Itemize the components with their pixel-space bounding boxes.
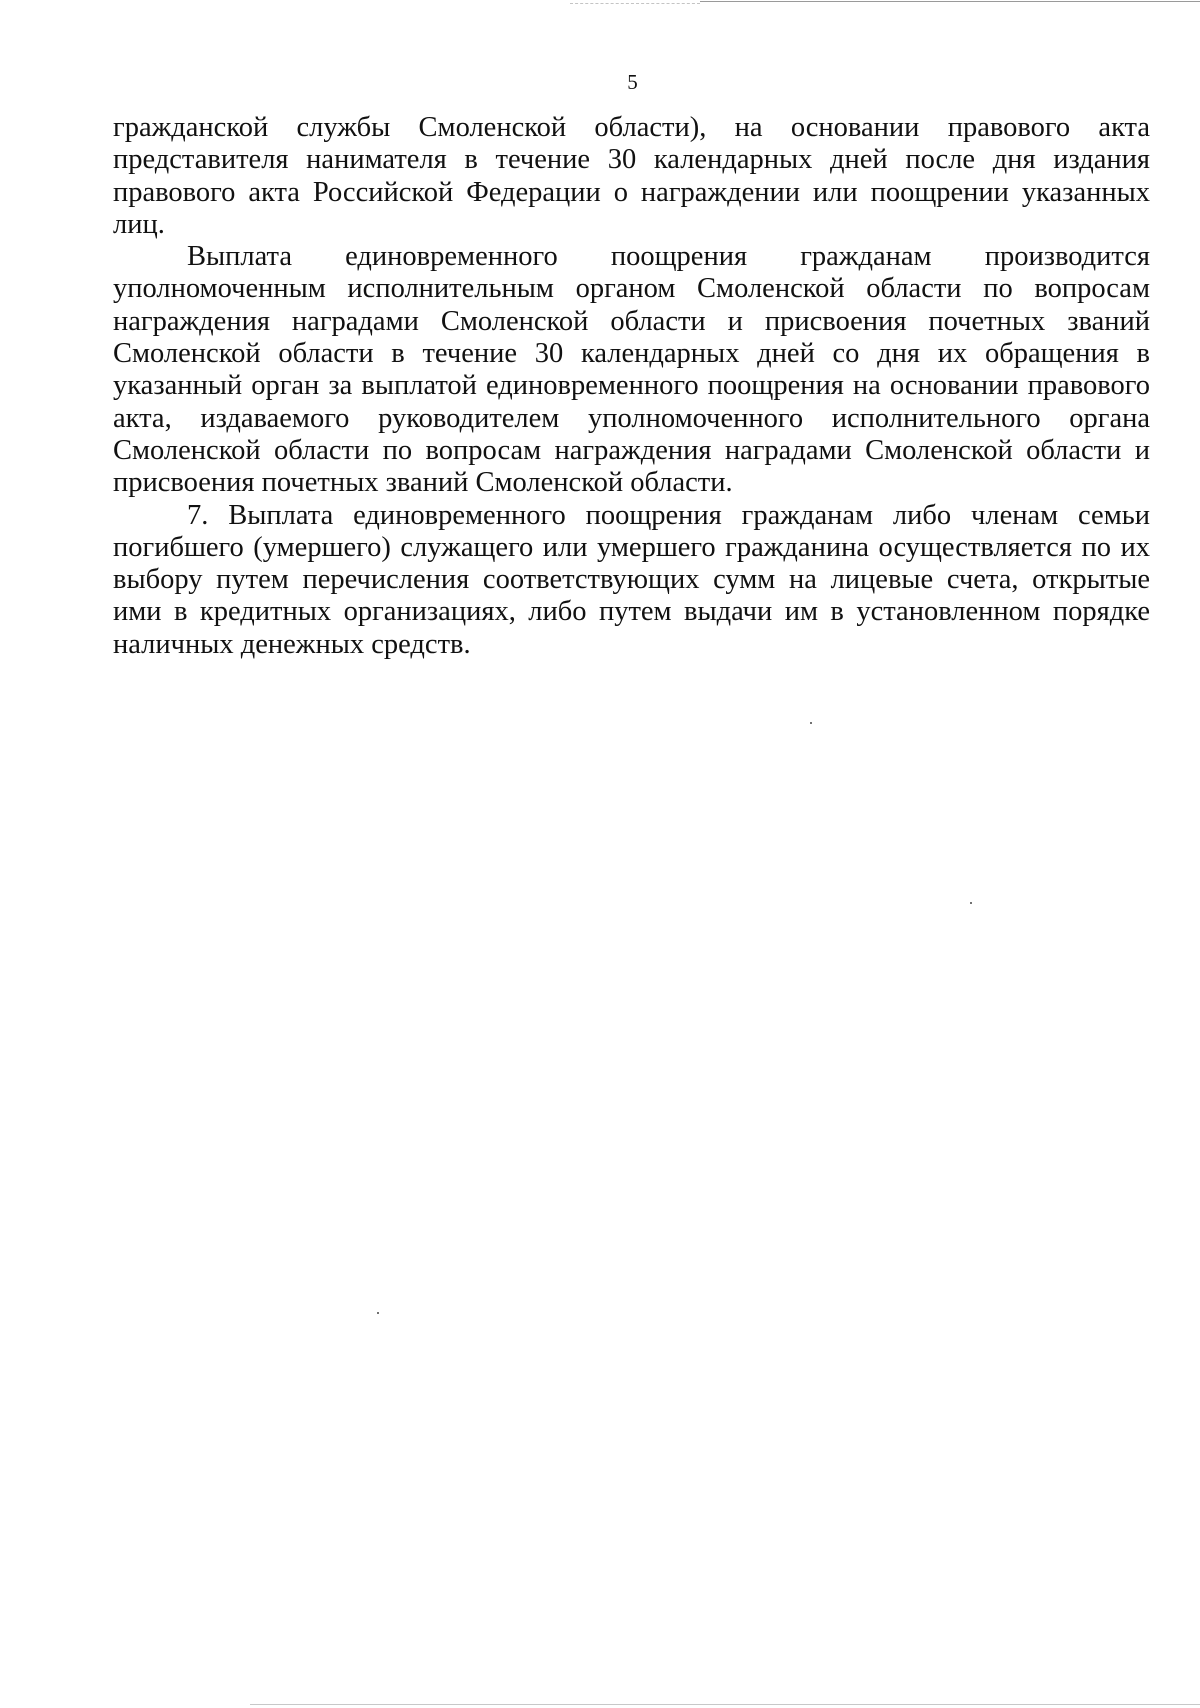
- paragraph-item-7: 7. Выплата единовременного поощрения гражданам либо членам семьи погибшего (умершего) служащего или умершего гражданина осуществляется по их выбору путем перечисления соответствующих сумм на лицевые счета, открытые ими в кредитных организациях, либо путем выдачи им в установленном порядке наличных денежных средств.: [113, 499, 1150, 660]
- scan-bottom-edge-line: [250, 1704, 1200, 1705]
- paragraph-continuation: гражданской службы Смоленской области), на основании правового акта представителя нанимателя в течение 30 календарных дней после дня издания правового акта Российской Федерации о награждении или поощрении указанных лиц.: [113, 112, 1150, 240]
- scan-speck: [810, 722, 812, 724]
- paragraph-payment-procedure: Выплата единовременного поощрения гражданам производится уполномоченным исполнительным органом Смоленской области по вопросам награждения наградами Смоленской области и присвоения почетных званий Смоленской области в течение 30 календарных дней со дня их обращения в указанный орган за выплатой единовременного поощрения на основании правового акта, издаваемого руководителем уполномоченного исполнительного органа Смоленской области по вопросам награждения наградами Смоленской области и присвоения почетных званий Смоленской области.: [113, 241, 1150, 499]
- scan-top-edge-line: [700, 1, 1200, 2]
- page-number: 5: [627, 70, 638, 94]
- body-text: [113, 112, 1150, 661]
- scan-top-dashed-line: [570, 3, 700, 4]
- scan-speck: [970, 902, 972, 904]
- scan-speck: [377, 1312, 379, 1314]
